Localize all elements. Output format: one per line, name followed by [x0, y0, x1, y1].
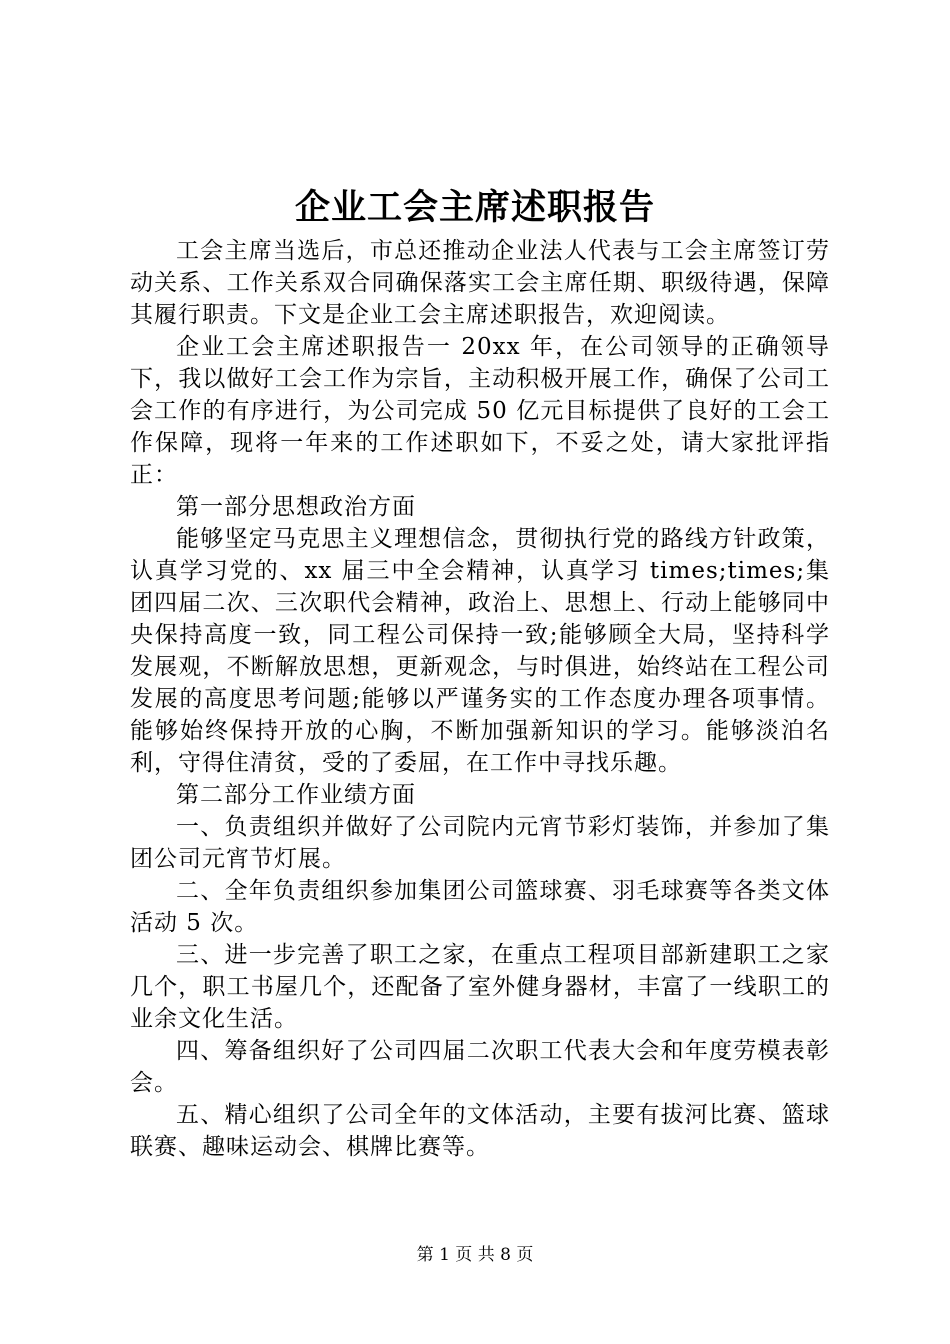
performance-item-4: 四、筹备组织好了公司四届二次职工代表大会和年度劳模表彰会。 — [130, 1038, 830, 1096]
intro-paragraph: 工会主席当选后，市总还推动企业法人代表与工会主席签订劳动关系、工作关系双合同确保落实工会主席任期、职级待遇，保障其履行职责。下文是企业工会主席述职报告，欢迎阅读。 — [130, 238, 830, 328]
performance-item-3: 三、进一步完善了职工之家，在重点工程项目部新建职工之家几个，职工书屋几个，还配备了室外健身器材，丰富了一线职工的业余文化生活。 — [130, 942, 830, 1032]
performance-item-5: 五、精心组织了公司全年的文体活动，主要有拔河比赛、篮球联赛、趣味运动会、棋牌比赛等。 — [130, 1102, 830, 1160]
section-heading-performance: 第二部分工作业绩方面 — [176, 782, 416, 808]
page-number-footer: 第 1 页 共 8 页 — [416, 1245, 534, 1265]
document-title: 企业工会主席述职报告 — [294, 187, 655, 228]
performance-item-2: 二、全年负责组织参加集团公司篮球赛、羽毛球赛等各类文体活动 5 次。 — [130, 878, 830, 936]
political-paragraph: 能够坚定马克思主义理想信念，贯彻执行党的路线方针政策，认真学习党的、xx 届三中全会精神，认真学习 times;times;集团四届二次、三次职代会精神，政治上、思想上、行动上能够同中央保持高度一致，同工程公司保持一致;能够顾全大局，坚持科学发展观，不断解放思想，更新观念，与时俱进，始终站在工程公司发展的高度思考问题;能够以严谨务实的工作态度办理各项事情。能够始终保持开放的心胸，不断加强新知识的学习。能够淡泊名利，守得住清贫，受的了委屈，在工作中寻找乐趣。 — [130, 526, 830, 776]
report-opening-paragraph: 企业工会主席述职报告一 20xx 年，在公司领导的正确领导下，我以做好工会工作为宗旨，主动积极开展工作，确保了公司工会工作的有序进行，为公司完成 50 亿元目标提供了良好的工会工作保障，现将一年来的工作述职如下，不妥之处，请大家批评指正： — [130, 334, 830, 488]
section-heading-political: 第一部分思想政治方面 — [176, 494, 416, 520]
document-body — [130, 235, 830, 1163]
performance-item-1: 一、负责组织并做好了公司院内元宵节彩灯装饰，并参加了集团公司元宵节灯展。 — [130, 814, 830, 872]
